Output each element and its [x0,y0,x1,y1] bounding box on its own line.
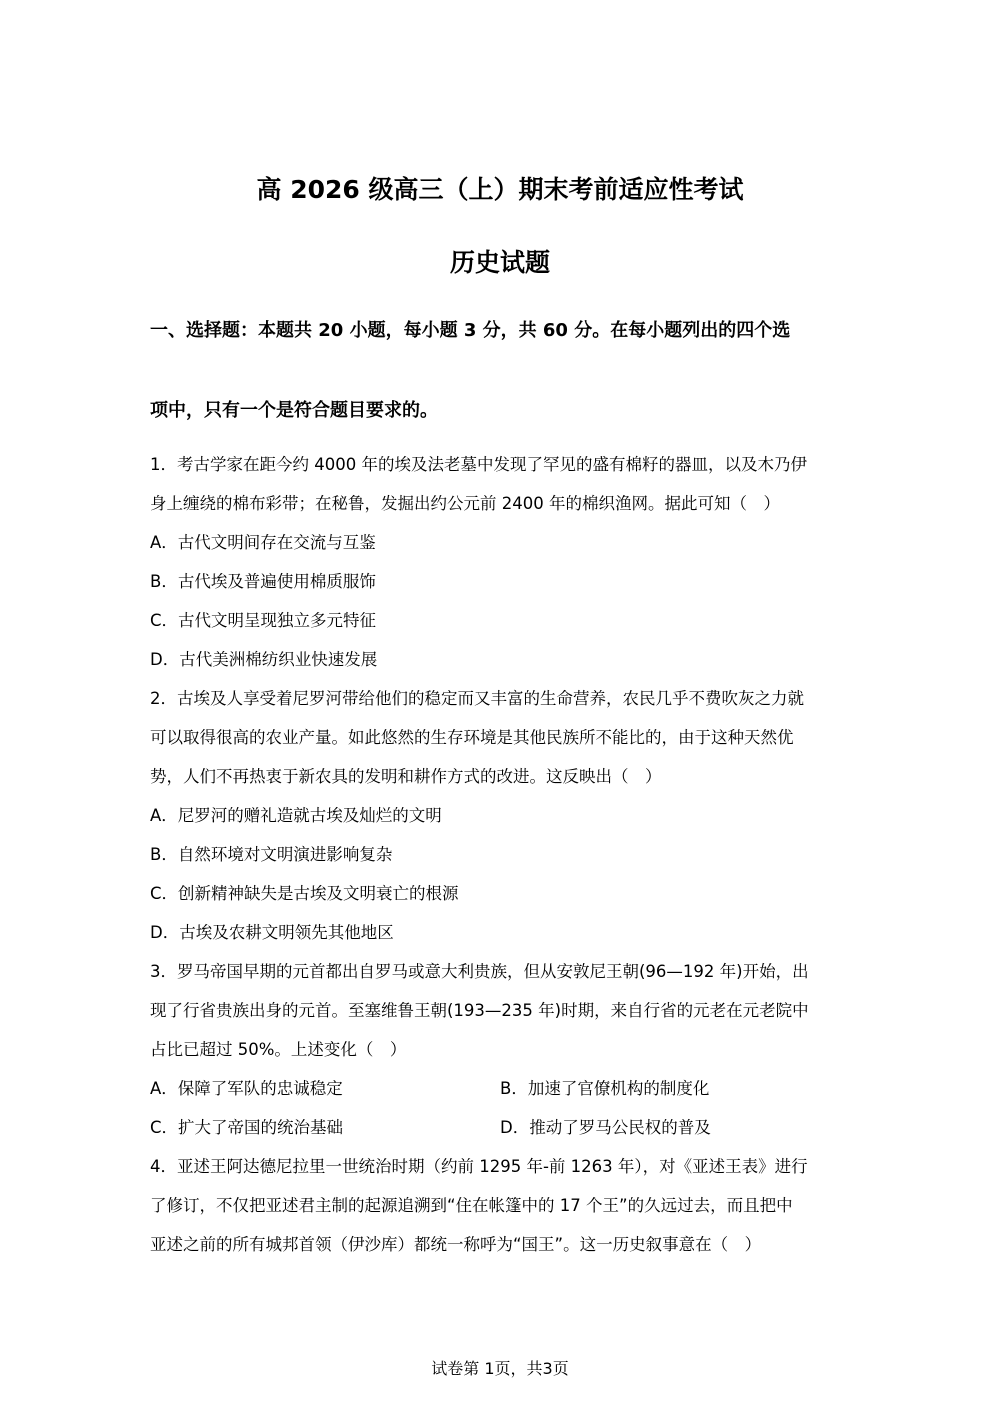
exam-subtitle: 历史试题 [449,248,550,277]
question-3-stem-line-2: 现了行省贵族出身的元首。至塞维鲁王朝(193—235 年)时期，来自行省的元老在元老院中 [150,1001,809,1020]
question-1-stem-line-1: 1．考古学家在距今约 4000 年的埃及法老墓中发现了罕见的盛有棉籽的器皿，以及木乃伊 [150,455,807,474]
question-2-option-a: A．尼罗河的赠礼造就古埃及灿烂的文明 [150,806,442,825]
question-3-stem-line-1: 3．罗马帝国早期的元首都出自罗马或意大利贵族，但从安敦尼王朝(96—192 年)开始，出 [150,962,809,981]
question-4-stem-line-1: 4．亚述王阿达德尼拉里一世统治时期（约前 1295 年-前 1263 年），对《亚述王表》进行 [150,1157,808,1176]
question-2-option-b: B．自然环境对文明演进影响复杂 [150,845,393,864]
question-2-stem-line-2: 可以取得很高的农业产量。如此悠然的生存环境是其他民族所不能比的，由于这种天然优 [150,728,794,747]
question-1-option-c: C．古代文明呈现独立多元特征 [150,611,377,630]
page-footer: 试卷第 1页，共3页 [431,1359,569,1378]
exam-title: 高 2026 级高三（上）期末考前适应性考试 [256,175,744,204]
question-1-option-a: A．古代文明间存在交流与互鉴 [150,533,376,552]
section-heading-line-1: 一、选择题：本题共 20 小题，每小题 3 分，共 60 分。在每小题列出的四个选 [150,320,791,341]
question-3-option-b: B．加速了官僚机构的制度化 [500,1079,710,1098]
section-heading-line-2: 项中，只有一个是符合题目要求的。 [150,400,438,421]
question-4-stem-line-2: 了修订，不仅把亚述君主制的起源追溯到“住在帐篷中的 17 个王”的久远过去，而且把中 [150,1196,793,1215]
question-3-stem-line-3: 占比已超过 50%。上述变化（ ） [150,1040,407,1059]
question-2-stem-line-1: 2．古埃及人享受着尼罗河带给他们的稳定而又丰富的生命营养，农民几乎不费吹灰之力就 [150,689,804,708]
question-2-option-c: C．创新精神缺失是古埃及文明衰亡的根源 [150,884,459,903]
question-2-stem-line-3: 势，人们不再热衷于新农具的发明和耕作方式的改进。这反映出（ ） [150,767,662,786]
question-1-stem-line-2: 身上缠绕的棉布彩带；在秘鲁，发掘出约公元前 2400 年的棉织渔网。据此可知（ ） [150,494,780,513]
question-3-option-a: A．保障了军队的忠诚稳定 [150,1079,343,1098]
question-1-option-b: B．古代埃及普遍使用棉质服饰 [150,572,376,591]
question-4-stem-line-3: 亚述之前的所有城邦首领（伊沙库）都统一称呼为“国王”。这一历史叙事意在（ ） [150,1235,762,1254]
question-1-option-d: D．古代美洲棉纺织业快速发展 [150,650,378,669]
question-3-option-c: C．扩大了帝国的统治基础 [150,1118,344,1137]
question-3-option-d: D．推动了罗马公民权的普及 [500,1118,711,1137]
question-2-option-d: D．古埃及农耕文明领先其他地区 [150,923,394,942]
